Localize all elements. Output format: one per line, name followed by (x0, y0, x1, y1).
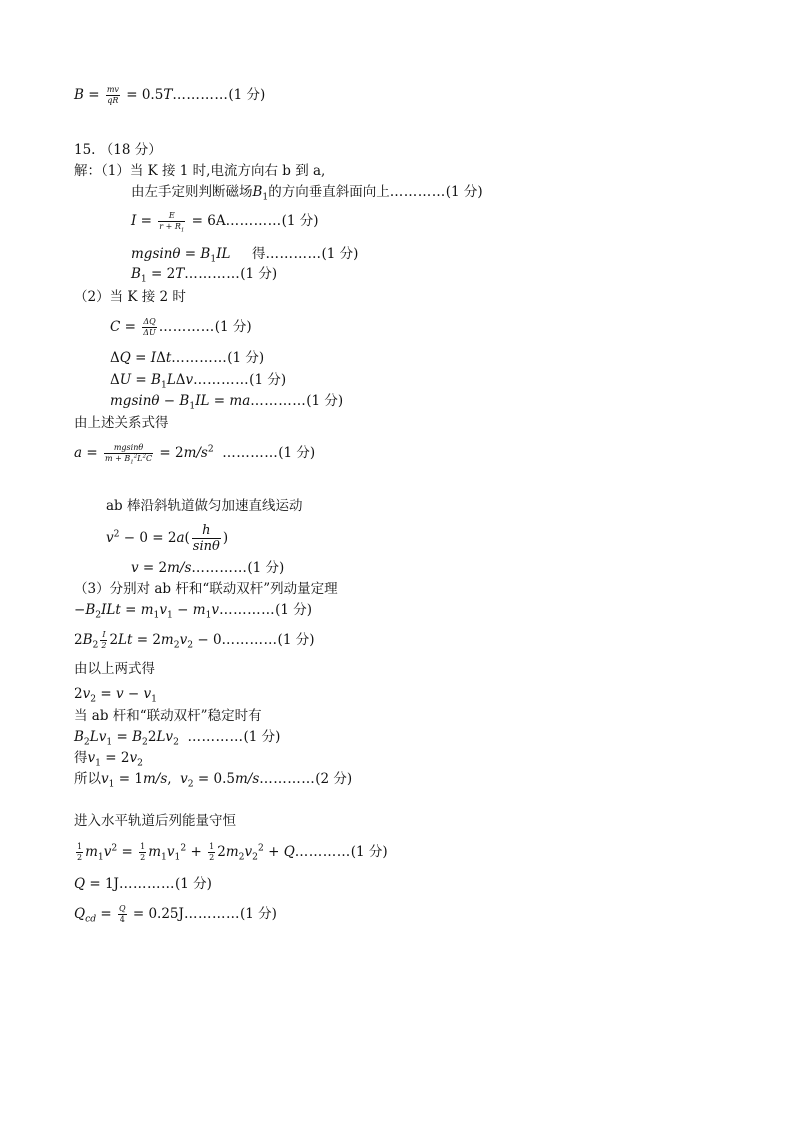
equation-kinematics: $v^2 - 0 = 2a$( $\frac{h}{\sin\theta}$ ) (106, 523, 229, 554)
equation-momentum-1: $-B_2ILt = m_1v_1$ − $m_1v\dots\dots\dots\dots(1$ 分) (74, 602, 312, 621)
equation-final-velocities: 所以$v_1 = 1m/s$, $v_2$ = 0.5m/s…………(2 分) (74, 771, 353, 790)
question-number: 15. （18 分） (74, 142, 162, 158)
equation-Q: Q = 1J…………(1 分) (74, 876, 212, 892)
equation-acceleration: a = $\frac{mgsin\theta}{m + B_1^2L^2C}$ = $2m/s^2$ …………(1 分) (74, 443, 316, 466)
equation-Qcd: $Q_{cd}$ = $\frac{Q}{4}$ = 0.25J…………(1 分) (74, 904, 277, 925)
equation-deltaU: $\Delta U = B_1L\Delta v\dots\dots\dots\dots(1$ 分) (110, 372, 287, 391)
steady-state-note: 当 ab 杆和“联动双杆”稳定时有 (74, 708, 262, 724)
equation-newton: $mgsin\theta - B_1IL$ = ma…………(1 分) (110, 393, 344, 412)
equation-balance: $mgsin\theta = B_1IL$ 得…………(1 分) (131, 246, 359, 265)
energy-note: 进入水平轨道后列能量守恒 (74, 813, 236, 829)
equation-current: I = $\frac{E}{r + R_1}$ = 6A…………(1 分) (131, 211, 319, 234)
equation-B1: $B_1$ = 2T…………(1 分) (131, 266, 278, 285)
equation-v1-v2: 得$v_1 = 2v_2$ (74, 750, 143, 769)
solution-intro: 解：（1）当 K 接 1 时,电流方向右 b 到 a, (74, 163, 326, 179)
equation-capacitance: C = $\frac{\Delta Q}{\Delta U}$ …………(1 分) (110, 317, 252, 337)
motion-description: ab 棒沿斜轨道做匀加速直线运动 (106, 498, 303, 514)
part-3-heading: （3）分别对 ab 杆和“联动双杆”列动量定理 (74, 581, 338, 597)
combine-note: 由以上两式得 (74, 661, 155, 677)
equation-velocity-relation: $2v_2 = v - v_1$ (74, 686, 158, 705)
equation-energy: $\frac{1}{2}$ $m_1v^2$ = $\frac{1}{2}$ $m_1v_1^2$ + $\frac{1}{2}$ $2m_2v_2^2$ + Q…………(1 分) (77, 842, 388, 863)
left-hand-rule-line: 由左手定则判断磁场$B_1$的方向垂直斜面向上…………(1 分) (131, 184, 483, 203)
derive-note: 由上述关系式得 (74, 415, 169, 431)
equation-B: B = $\frac{mv}{qR}$ = 0.5T…………(1 分) (74, 85, 266, 105)
equation-momentum-2: $2B_2$ $\frac{I}{2}$ $2Lt = 2m_2v_2$ − 0…………(1 分) (74, 630, 315, 651)
part-2-heading: （2）当 K 接 2 时 (74, 289, 186, 305)
equation-deltaQ: ΔQ = IΔt…………(1 分) (110, 350, 265, 366)
equation-emf-balance: $B_2Lv_1 = B_22Lv_2$ …………(1 分) (74, 729, 281, 748)
equation-velocity: v = 2m/s…………(1 分) (131, 560, 285, 576)
